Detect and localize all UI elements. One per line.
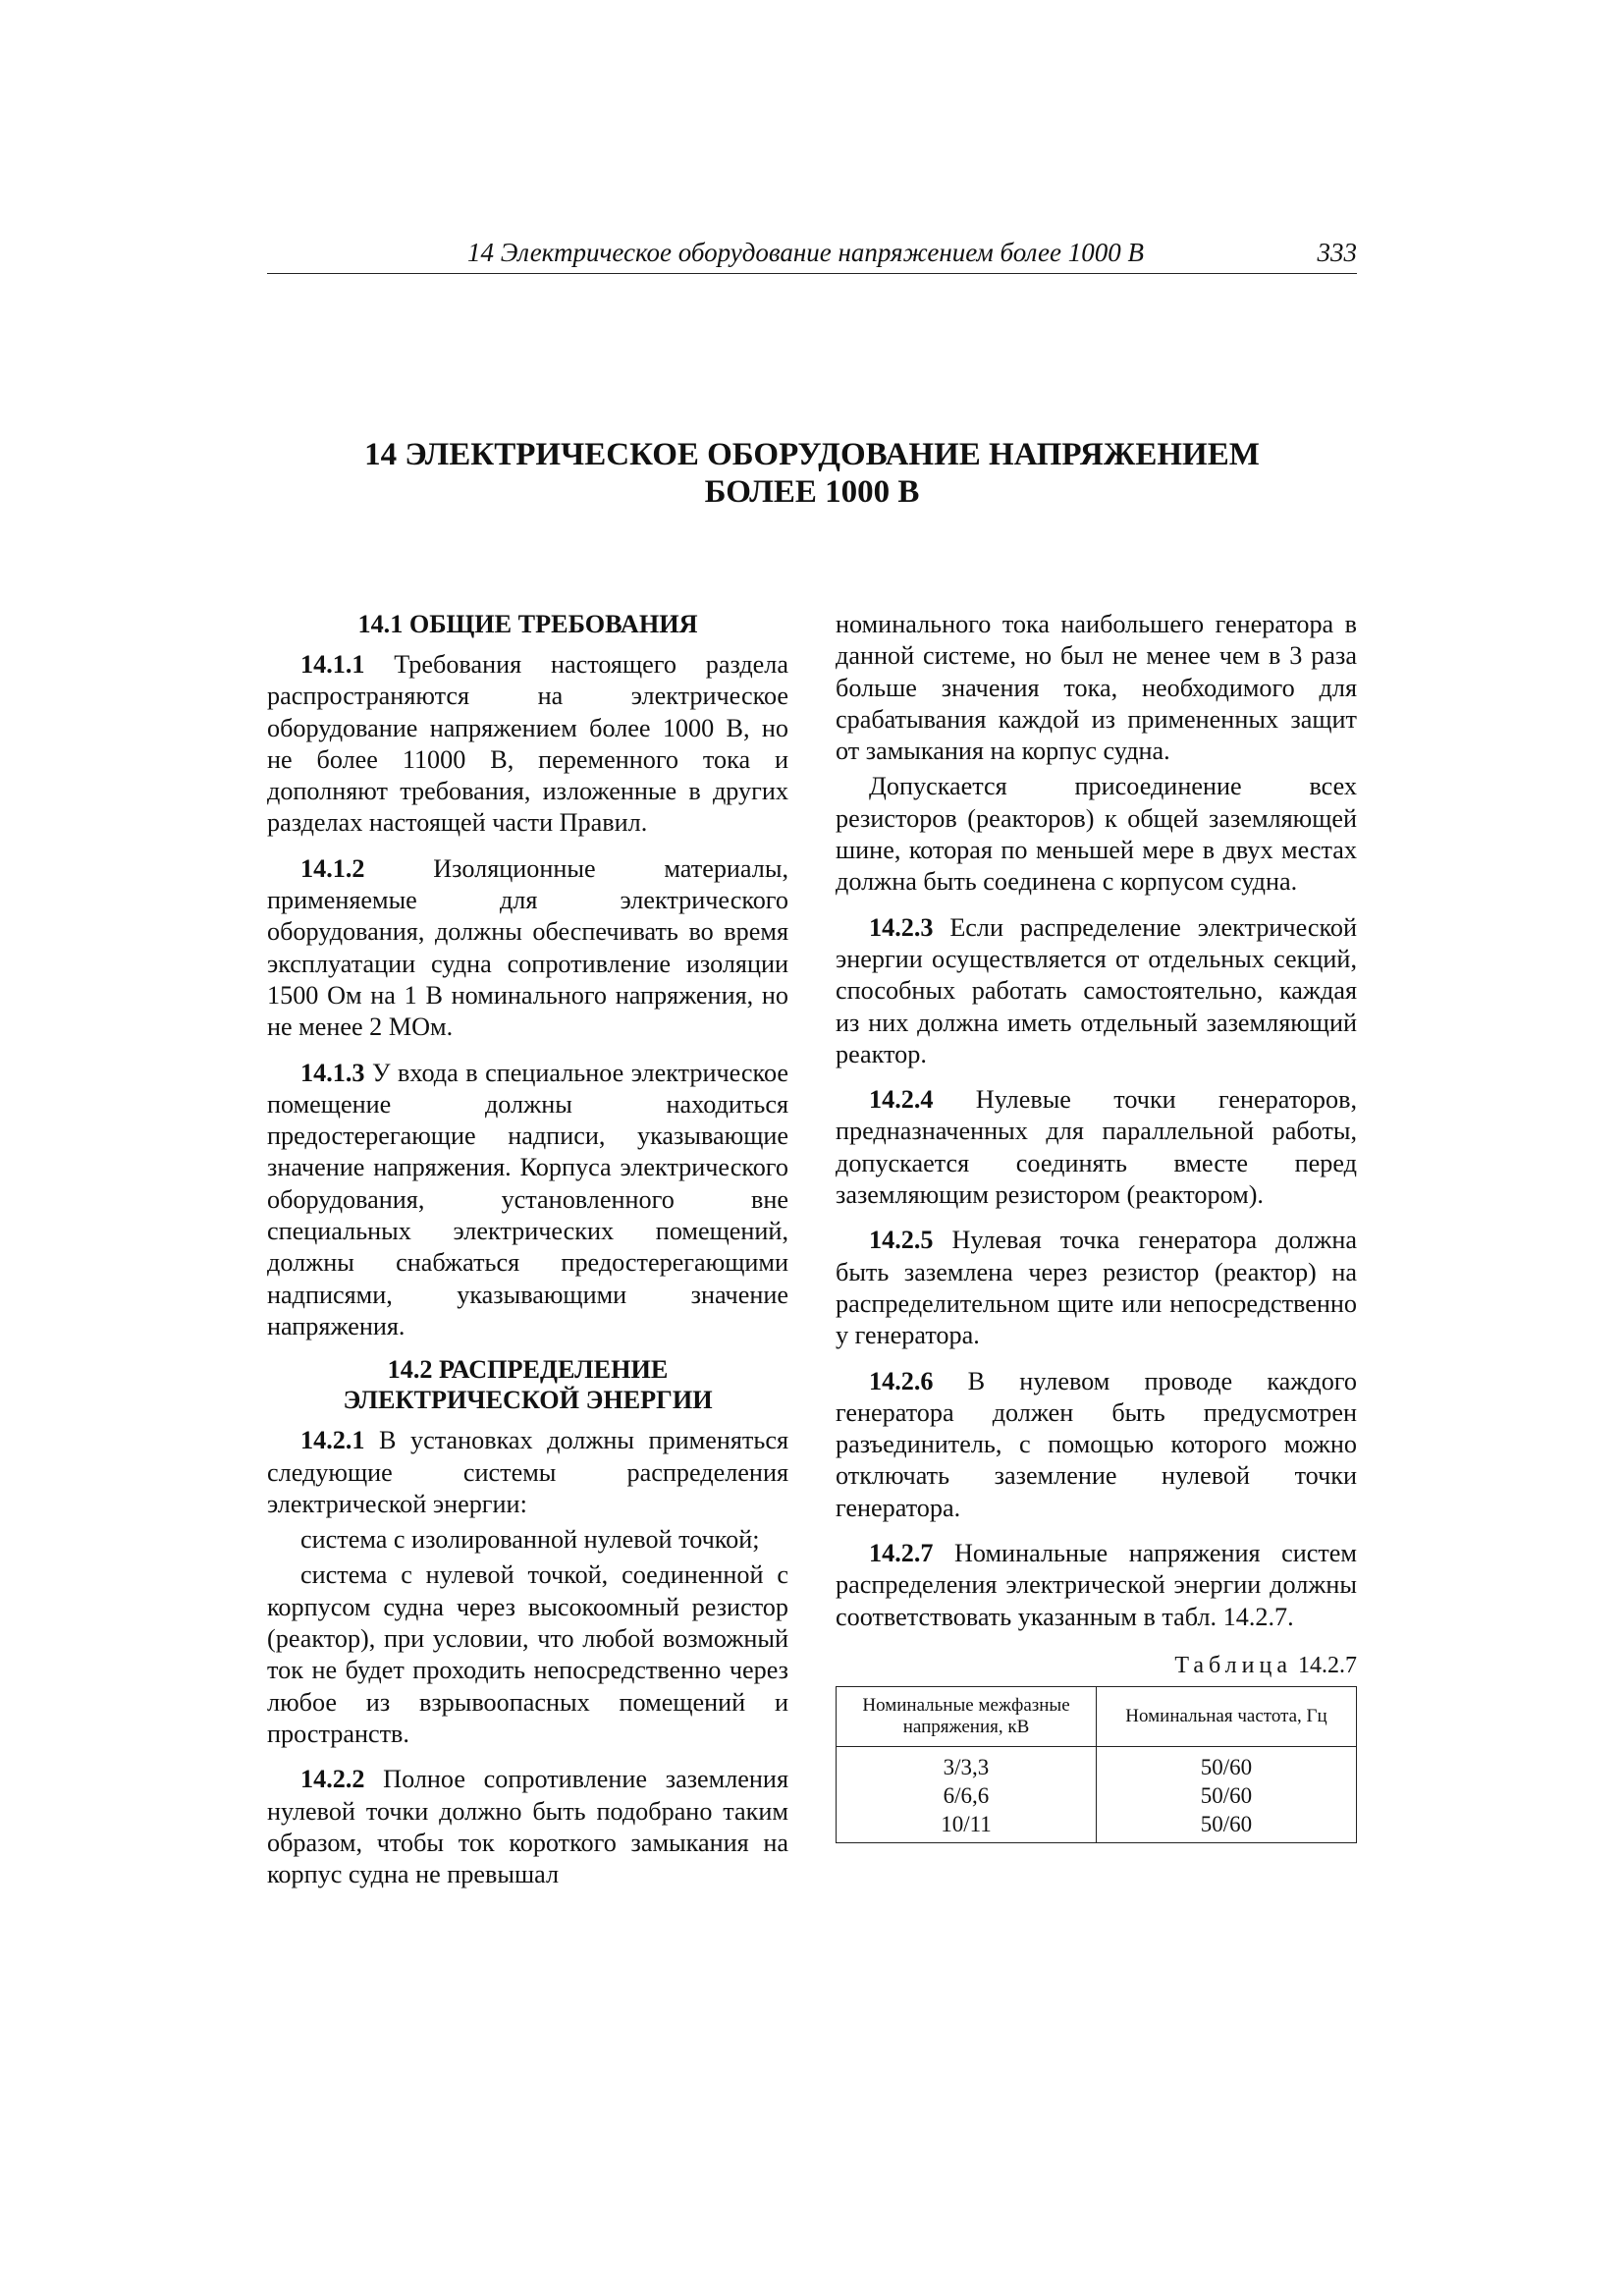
left-column — [267, 609, 788, 1890]
section-heading-14-1: 14.1 ОБЩИЕ ТРЕБОВАНИЯ — [357, 610, 698, 638]
paragraph-14-1-3 — [267, 1058, 788, 1343]
list-item-grounded-neutral: система с нулевой точкой, соединенной с корпусом судна через высокоомный резистор (реактор), при условии, что любой возможный ток не будет проходить непосредственно через любое из взрывоопасных помещений и пространств. — [267, 1560, 788, 1748]
clause-number: 14.1.1 — [300, 650, 365, 679]
table-cell-voltage: 3/3,3 — [837, 1746, 1097, 1781]
table-cell-voltage: 10/11 — [837, 1810, 1097, 1843]
table-caption-number: 14.2.7 — [1292, 1652, 1357, 1678]
paragraph-text: Номинальные напряжения систем распределения электрической энергии должны соответствовать указанным в табл. 14.2.7. — [836, 1539, 1357, 1631]
paragraph-14-2-2-extra: Допускается присоединение всех резисторов (реакторов) к общей заземляющей шине, которая по меньшей мере в двух местах должна быть соединена с корпусом судна. — [836, 772, 1357, 897]
clause-number: 14.1.3 — [300, 1058, 365, 1087]
paragraph-14-2-2-continued: номинального тока наибольшего генератора в данной системе, но был не менее чем в 3 раза больше значения тока, необходимого для срабатывания каждой из примененных защит от замыкания на корпус судна. — [836, 610, 1357, 766]
paragraph-text: Нулевые точки генераторов, предназначенных для параллельной работы, допускается соединять вместе перед заземляющим резистором (реактором). — [836, 1085, 1357, 1210]
chapter-title — [267, 436, 1357, 511]
table-header-frequency: Номинальная частота, Гц — [1097, 1686, 1357, 1746]
clause-number: 14.2.6 — [869, 1366, 934, 1395]
table-cell-frequency: 50/60 — [1097, 1810, 1357, 1843]
table-header-voltage: Номинальные межфазные напряжения, кВ — [837, 1686, 1097, 1746]
paragraph-14-2-5 — [836, 1225, 1357, 1351]
paragraph-14-1-2 — [267, 853, 788, 1044]
paragraph-14-2-7 — [836, 1538, 1357, 1633]
table-caption — [836, 1651, 1357, 1680]
paragraph-14-2-3 — [836, 912, 1357, 1070]
clause-number: 14.2.1 — [300, 1426, 365, 1455]
clause-number: 14.2.5 — [869, 1226, 934, 1255]
list-item-isolated-neutral: система с изолированной нулевой точкой; — [300, 1525, 760, 1555]
paragraph-text: Изоляционные материалы, применяемые для электрического оборудования, должны обеспечивать во время эксплуатации судна сопротивление изоляции 1500 Ом на 1 В номинального напряжения, но не менее 2 МОм. — [267, 853, 788, 1042]
clause-number: 14.2.4 — [869, 1085, 934, 1115]
clause-number: 14.2.3 — [869, 912, 934, 942]
table-cell-voltage: 6/6,6 — [837, 1781, 1097, 1810]
paragraph-text: У входа в специальное электрическое помещение должны находиться предостерегающие надписи, указывающие значение напряжения. Корпуса электрического оборудования, установленного вне специальных электрических помещений, должны снабжаться предостерегающими надписями, указывающими значение напряжения. — [267, 1058, 788, 1340]
table-row — [837, 1746, 1357, 1781]
right-column — [836, 609, 1357, 1843]
clause-number: 14.1.2 — [300, 853, 365, 883]
paragraph-text: В нулевом проводе каждого генератора должен быть предусмотрен разъединитель, с помощью которого можно отключать заземление нулевой точки генератора. — [836, 1366, 1357, 1522]
table-cell-frequency: 50/60 — [1097, 1746, 1357, 1781]
section-heading-14-2 — [267, 1354, 788, 1415]
table-row — [837, 1810, 1357, 1843]
paragraph-14-1-1 — [267, 649, 788, 840]
paragraph-14-2-1 — [267, 1425, 788, 1520]
paragraph-14-2-6 — [836, 1366, 1357, 1524]
chapter-title-line2: БОЛЕЕ 1000 В — [704, 474, 920, 510]
voltage-frequency-table — [836, 1686, 1357, 1843]
table-header-row — [837, 1686, 1357, 1746]
paragraph-text: Нулевая точка генератора должна быть заземлена через резистор (реактор) на распределительном щите или непосредственно у генератора. — [836, 1226, 1357, 1350]
section-heading-line1: 14.2 РАСПРЕДЕЛЕНИЕ — [387, 1355, 669, 1385]
section-heading-line2: ЭЛЕКТРИЧЕСКОЙ ЭНЕРГИИ — [343, 1386, 713, 1415]
paragraph-text: Требования настоящего раздела распространяются на электрическое оборудование напряжением более 1000 В, но не более 11000 В, переменного тока и дополняют требования, изложенные в других разделах настоящей части Правил. — [267, 650, 788, 838]
page-number: 333 — [1317, 238, 1357, 267]
clause-number: 14.2.7 — [869, 1539, 934, 1568]
paragraph-14-2-4 — [836, 1084, 1357, 1211]
running-head-title: 14 Электрическое оборудование напряжением более 1000 В — [467, 238, 1144, 267]
table-row — [837, 1781, 1357, 1810]
table-caption-label: Таблица — [1174, 1652, 1292, 1678]
clause-number: 14.2.2 — [300, 1765, 365, 1794]
paragraph-text: Полное сопротивление заземления нулевой точки должно быть подобрано таким образом, чтобы ток короткого замыкания на корпус судна не превышал — [267, 1765, 788, 1889]
chapter-title-line1: 14 ЭЛЕКТРИЧЕСКОЕ ОБОРУДОВАНИЕ НАПРЯЖЕНИЕМ — [364, 437, 1260, 472]
paragraph-text: Если распределение электрической энергии осуществляется от отдельных секций, способных работать самостоятельно, каждая из них должна иметь отдельный заземляющий реактор. — [836, 912, 1357, 1068]
table-cell-frequency: 50/60 — [1097, 1781, 1357, 1810]
paragraph-text: В установках должны применяться следующие системы распределения электрической энергии: — [267, 1426, 788, 1518]
running-head — [267, 238, 1357, 274]
paragraph-14-2-2 — [267, 1764, 788, 1890]
